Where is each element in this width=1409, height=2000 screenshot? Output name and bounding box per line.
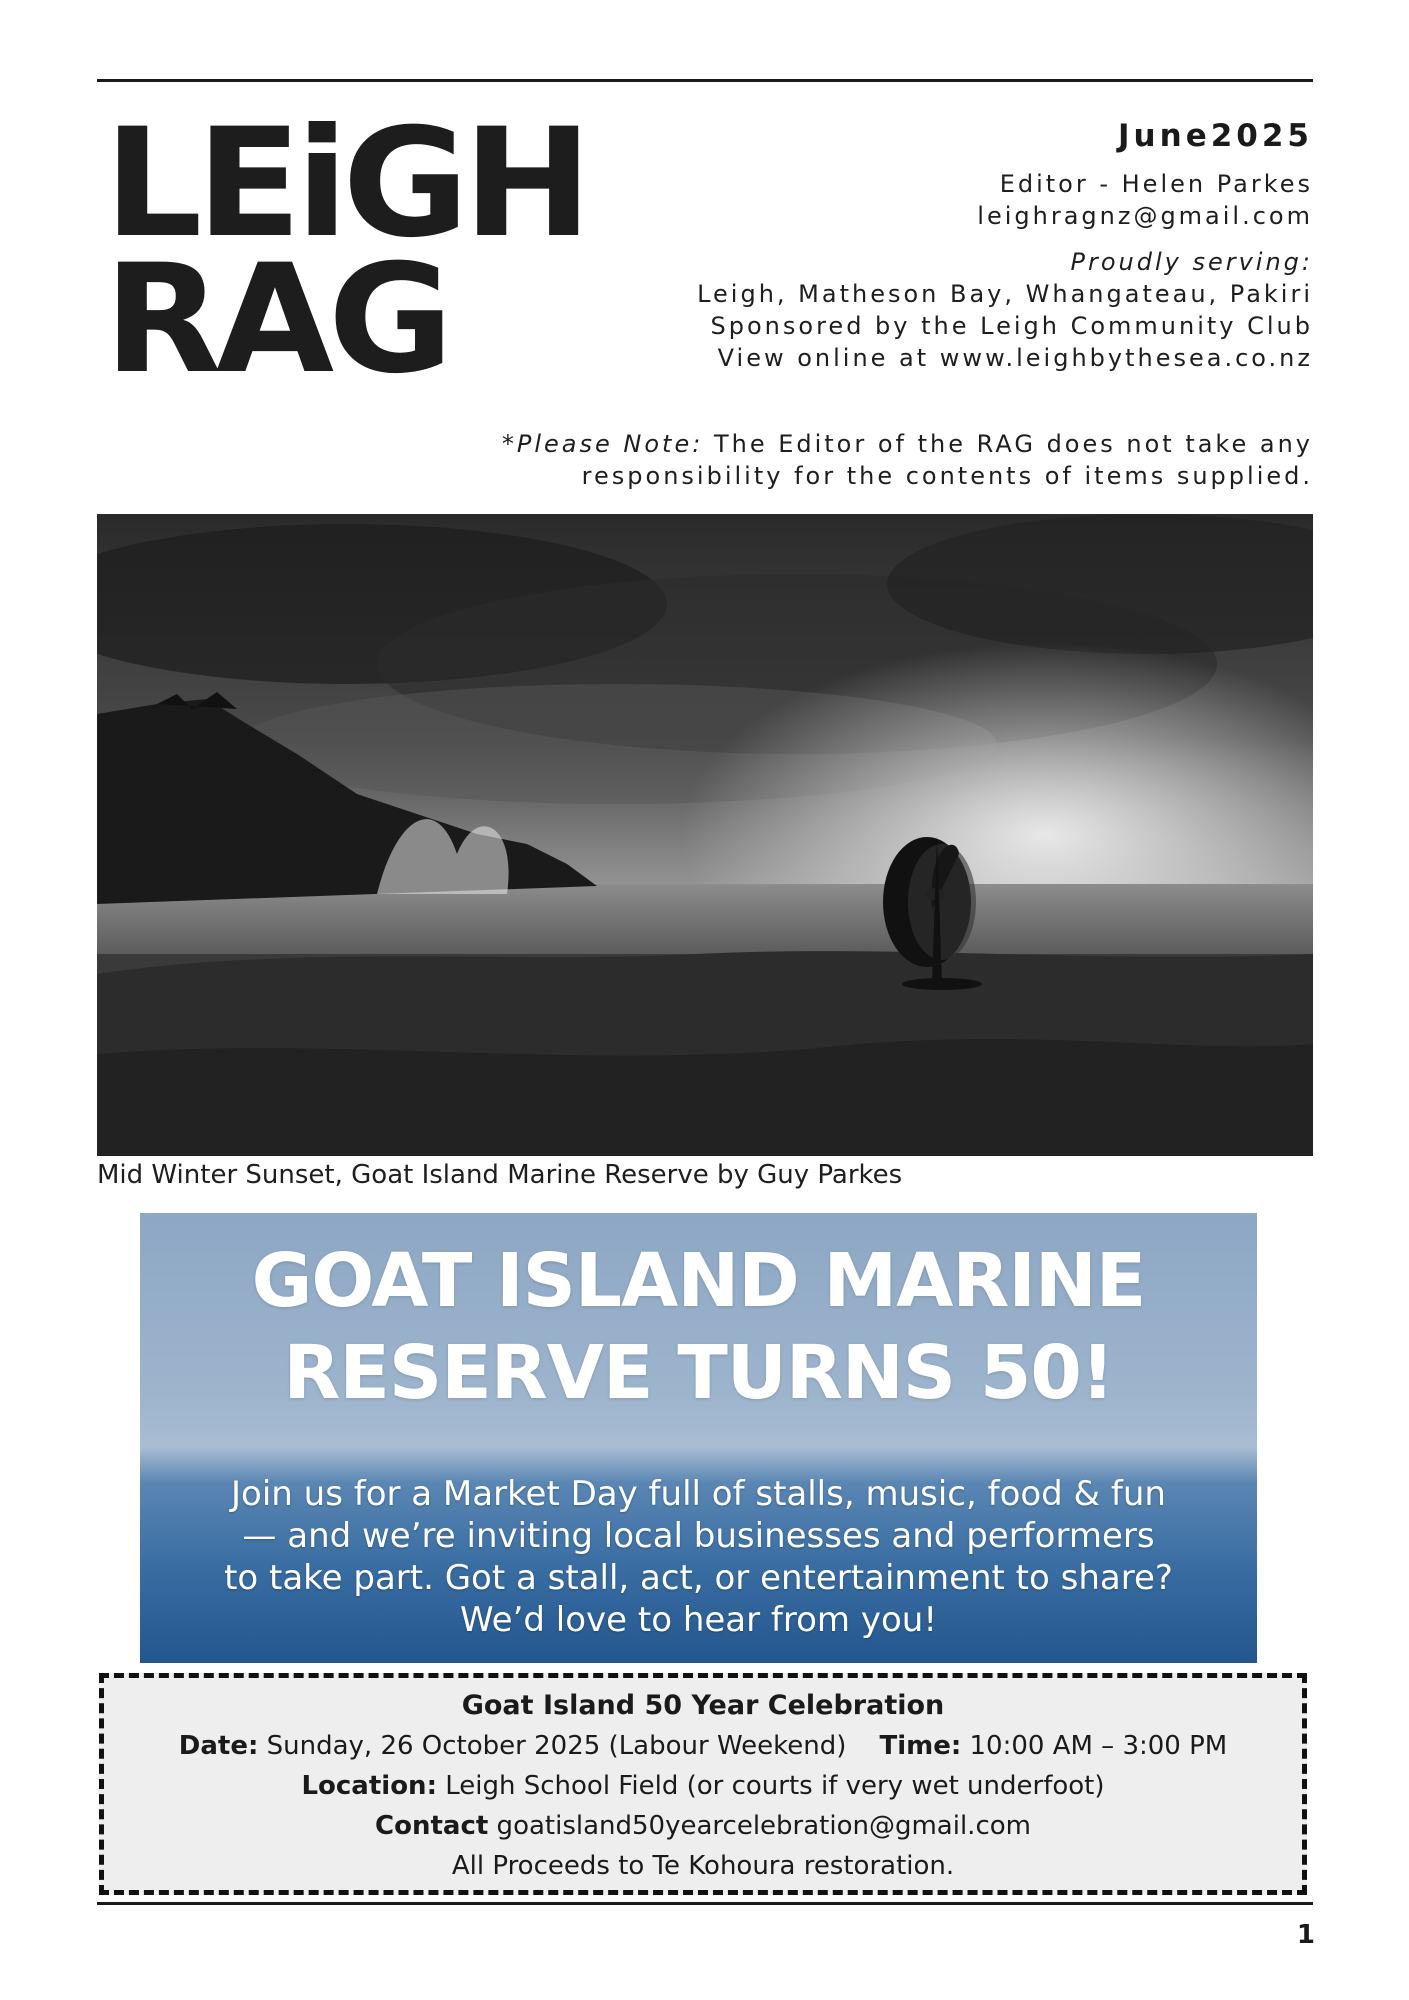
time-label: Time: (879, 1731, 962, 1761)
editor-email[interactable]: leighragnz@gmail.com (977, 202, 1313, 230)
logo-line-2: RAG (104, 233, 448, 407)
logo-line-1: LEiGH (104, 97, 587, 271)
editor-note (353, 428, 1313, 492)
date-value: Sunday, 26 October 2025 (Labour Weekend) (258, 1731, 847, 1761)
date-label: Date: (178, 1731, 259, 1761)
note-text-2: responsibility for the contents of items supplied. (581, 462, 1313, 490)
cover-photo (97, 514, 1313, 1156)
serving-places: Leigh, Matheson Bay, Whangateau, Pakiri (697, 280, 1313, 308)
note-text-1: The Editor of the RAG does not take any (703, 430, 1313, 458)
banner-body (140, 1473, 1257, 1641)
sponsor-line: Sponsored by the Leigh Community Club (710, 312, 1313, 340)
banner-title (140, 1235, 1257, 1419)
banner-body-line-3: to take part. Got a stall, act, or entertainment to share? (224, 1558, 1173, 1598)
event-details-box (99, 1673, 1307, 1895)
time-value: 10:00 AM – 3:00 PM (961, 1731, 1228, 1761)
banner-title-line-2: RESERVE TURNS 50! (283, 1330, 1114, 1416)
banner-title-line-1: GOAT ISLAND MARINE (251, 1238, 1146, 1324)
online-line[interactable]: View online at www.leighbythesea.co.nz (717, 344, 1313, 372)
top-rule (97, 79, 1313, 82)
event-proceeds: All Proceeds to Te Kohoura restoration. (451, 1851, 955, 1881)
photo-caption: Mid Winter Sunset, Goat Island Marine Reserve by Guy Parkes (97, 1160, 903, 1190)
editor-line: Editor - Helen Parkes (999, 170, 1313, 198)
event-contact (104, 1806, 1302, 1846)
event-title: Goat Island 50 Year Celebration (461, 1690, 945, 1721)
banner-body-line-2: — and we’re inviting local businesses and performers (242, 1516, 1155, 1556)
location-value: Leigh School Field (or courts if very wet underfoot) (436, 1771, 1105, 1801)
contact-label: Contact (375, 1811, 489, 1841)
anniversary-banner (140, 1213, 1257, 1663)
issue-date: June2025 (1118, 118, 1313, 154)
event-date-time (104, 1726, 1302, 1766)
leigh-rag-logo (104, 97, 587, 407)
location-label: Location: (301, 1771, 437, 1801)
serving-label: Proudly serving: (1070, 248, 1313, 276)
banner-body-line-1: Join us for a Market Day full of stalls, music, food & fun (231, 1474, 1166, 1514)
banner-body-line-4: We’d love to hear from you! (460, 1600, 937, 1640)
event-location (104, 1766, 1302, 1806)
bottom-rule (97, 1902, 1313, 1905)
masthead (593, 118, 1313, 374)
sunset-photo-illustration (97, 514, 1313, 1156)
page-number: 1 (1296, 1920, 1315, 1950)
note-label: *Please Note: (501, 430, 704, 458)
contact-email[interactable]: goatisland50yearcelebration@gmail.com (488, 1811, 1031, 1841)
